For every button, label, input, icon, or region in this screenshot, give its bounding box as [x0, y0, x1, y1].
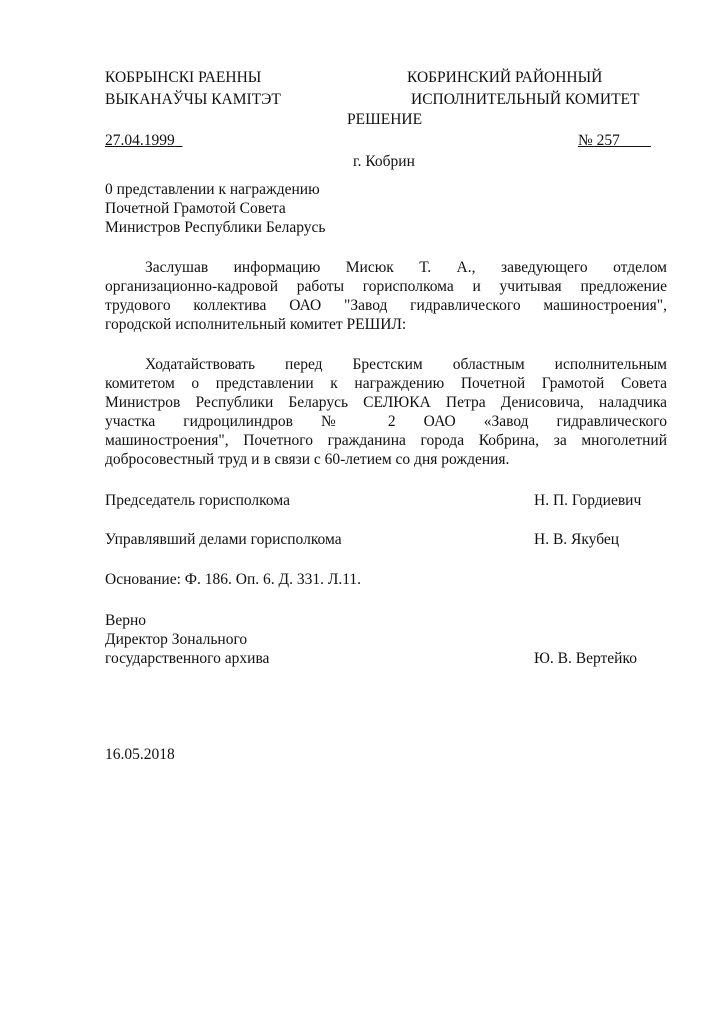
- paragraph-line: Заслушав информацию Мисюк Т. А., заведующего отделом: [145, 259, 667, 276]
- paragraph-line: машиностроения", Почетного гражданина города Кобрина, за многолетний: [105, 432, 667, 449]
- paragraph-line: Министров Республики Беларусь СЕЛЮКА Петра Денисовича, наладчика: [105, 394, 667, 411]
- decision-date: 27.04.1999: [105, 132, 175, 149]
- paragraph-line: добросовестный труд и в связи с 60-летием со дня рождения.: [105, 451, 510, 468]
- archive-basis: Основание: Ф. 186. Оп. 6. Д. 331. Л.11.: [105, 571, 362, 588]
- header-left-line1: КОБРЫНСКІ РАЕННЫ: [105, 69, 262, 86]
- manager-name: Н. В. Якубец: [534, 531, 620, 548]
- paragraph-line: организационно-кадровой работы горисполкома и учитывая предложение: [105, 278, 667, 295]
- certification-line: Верно: [105, 612, 147, 629]
- paragraph-line: комитетом о представлении к награждению Почетной Грамотой Совета: [105, 375, 667, 392]
- decision-number: № 257: [578, 132, 620, 149]
- subject-line: 0 представлении к награждению: [105, 181, 320, 198]
- subject-line: Почетной Грамотой Совета: [105, 200, 286, 217]
- paragraph-line: участка гидроцилиндров № 2 ОАО «Завод гидравлического: [105, 413, 667, 430]
- decision-title: РЕШЕНИЕ: [347, 111, 423, 128]
- subject-line: Министров Республики Беларусь: [105, 219, 326, 236]
- certification: [105, 611, 269, 668]
- subject: [105, 180, 325, 237]
- certification-name: Ю. В. Вертейко: [534, 650, 637, 667]
- header-right-line2: ИСПОЛНИТЕЛЬНЫЙ КОМИТЕТ: [411, 91, 640, 108]
- chair-name: Н. П. Гордиевич: [534, 492, 642, 509]
- chair-title: Председатель горисполкома: [105, 492, 290, 509]
- paragraph-line: городской исполнительный комитет РЕШИЛ:: [105, 316, 407, 333]
- footer-date: 16.05.2018: [105, 746, 175, 763]
- header-left-line2: ВЫКАНАЎЧЫ КАМІТЭТ: [105, 91, 281, 108]
- paragraph-line: трудового коллектива ОАО "Завод гидравлического машиностроения",: [105, 297, 667, 314]
- certification-line: Директор Зонального: [105, 631, 248, 648]
- paragraph-petition: [105, 355, 667, 469]
- paragraph-line: Ходатайствовать перед Брестским областным исполнительным: [145, 356, 667, 373]
- city: г. Кобрин: [353, 153, 415, 170]
- header-right-line1: КОБРИНСКИЙ РАЙОННЫЙ: [407, 69, 603, 86]
- paragraph-hearing: [105, 258, 667, 334]
- certification-line: государственного архива: [105, 650, 270, 667]
- manager-title: Управлявший делами горисполкома: [105, 531, 342, 548]
